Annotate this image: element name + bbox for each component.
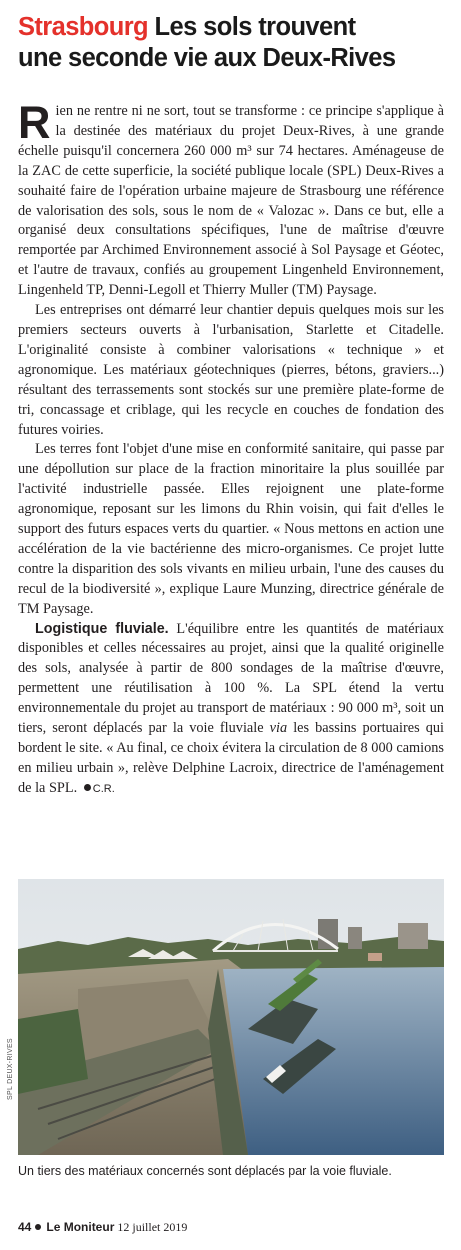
footer-dot-icon bbox=[35, 1224, 41, 1230]
title-line-1: Les sols trouvent bbox=[154, 13, 356, 41]
drop-cap: R bbox=[18, 97, 51, 148]
title-city: Strasbourg bbox=[18, 13, 149, 41]
photo-caption: Un tiers des matériaux concernés sont déplacés par la voie fluviale. bbox=[18, 1164, 392, 1178]
author-signature bbox=[81, 783, 115, 795]
article-title bbox=[18, 12, 448, 74]
river-construction-photo bbox=[18, 879, 444, 1155]
bullet-dot-icon bbox=[84, 784, 91, 791]
page-number: 44 bbox=[18, 1220, 32, 1234]
article-body bbox=[18, 97, 445, 800]
issue-date: 12 juillet 2019 bbox=[117, 1220, 188, 1234]
photo-credit: SPL DEUX-RIVES bbox=[7, 1038, 14, 1100]
paragraph-2: Les entreprises ont démarré leur chantier depuis quelques mois sur les premiers secteurs ouverts à l'urbanisation, Starlette et Citadelle. L'originalité consiste à combiner valorisations « technique » et agronomique. Les matériaux géotechniques (pierres, bétons, graviers...) résultant des terrassements sont stockés sur une première plate-forme de tri, concassage et criblage, qui les recycle en couches de fondation des futures voiries. bbox=[18, 302, 444, 438]
article-photo bbox=[18, 879, 444, 1155]
paragraph-1-text: ien ne rentre ni ne sort, tout se transforme : ce principe s'applique à la destinée des matériaux du projet Deux-Rives, à une grande échelle puisqu'il concernera 260 000 m³ sur 74 hectares. Aménageuse de la ZAC de cette superficie, la société publique locale (SPL) Deux-Rives a souhaité faire de l'opération urbaine majeure de Strasbourg une référence de valorisation des sols, sous le nom de « Valozac ». Dans ce but, elle a organisé deux consultations spécifiques, l'une de maîtrise d'œuvre remportée par Archimed Environnement associé à Sol Paysage et Géotec, et l'autre de travaux, confiés au groupement Lingenheld Environnement, Lingenheld TP, Denni-Legoll et Thierry Muller (TM) Paysage. bbox=[18, 103, 444, 299]
title-line-2: une seconde vie aux Deux-Rives bbox=[18, 44, 396, 72]
page-footer bbox=[18, 1220, 448, 1235]
paragraph-4-text-a: L'équilibre entre les quantités de matériaux disponibles et celles nécessaires au projet, ainsi que la qualité originelle des sols, analysée à partir de 800 sondages de la maîtrise d'œuvre, permettent une réutilisation à 100 %. La SPL étend la vertu environnementale du projet au transport de matériaux : 90 000 m³, soit un tiers, seront déplacés par la voie fluviale bbox=[18, 620, 444, 737]
paragraph-4 bbox=[18, 620, 444, 800]
paragraph-4-text-b: les bassins portuaires qui bordent le site. « Au final, ce choix évitera la circulation de 8 000 camions en milieu urbain », relève Delphine Lacroix, directrice de l'aménagement de la SPL. bbox=[18, 720, 445, 796]
paragraph-1 bbox=[18, 97, 444, 301]
signature-initials: C.R. bbox=[92, 782, 115, 795]
paragraph-4-via: via bbox=[269, 720, 288, 737]
section-lead-in: Logistique fluviale. bbox=[35, 620, 169, 637]
magazine-name: Le Moniteur bbox=[46, 1220, 115, 1234]
paragraph-3: Les terres font l'objet d'une mise en conformité sanitaire, qui passe par une dépollution sur place de la fraction minoritaire la plus souillée par l'activité industrielle passée. Elles rejoignent une plate-forme agronomique, reposant sur les limons du Rhin voisin, qui fait d'elles le support des futurs espaces verts du quartier. « Nous mettons en action une accélération de la vie bactérienne des micro-organismes. Ce projet lutte contre la disparition des sols vivants en milieu urbain, l'une des causes du recul de la biodiversité », explique Laure Munzing, directrice générale de TM Paysage. bbox=[18, 441, 444, 617]
